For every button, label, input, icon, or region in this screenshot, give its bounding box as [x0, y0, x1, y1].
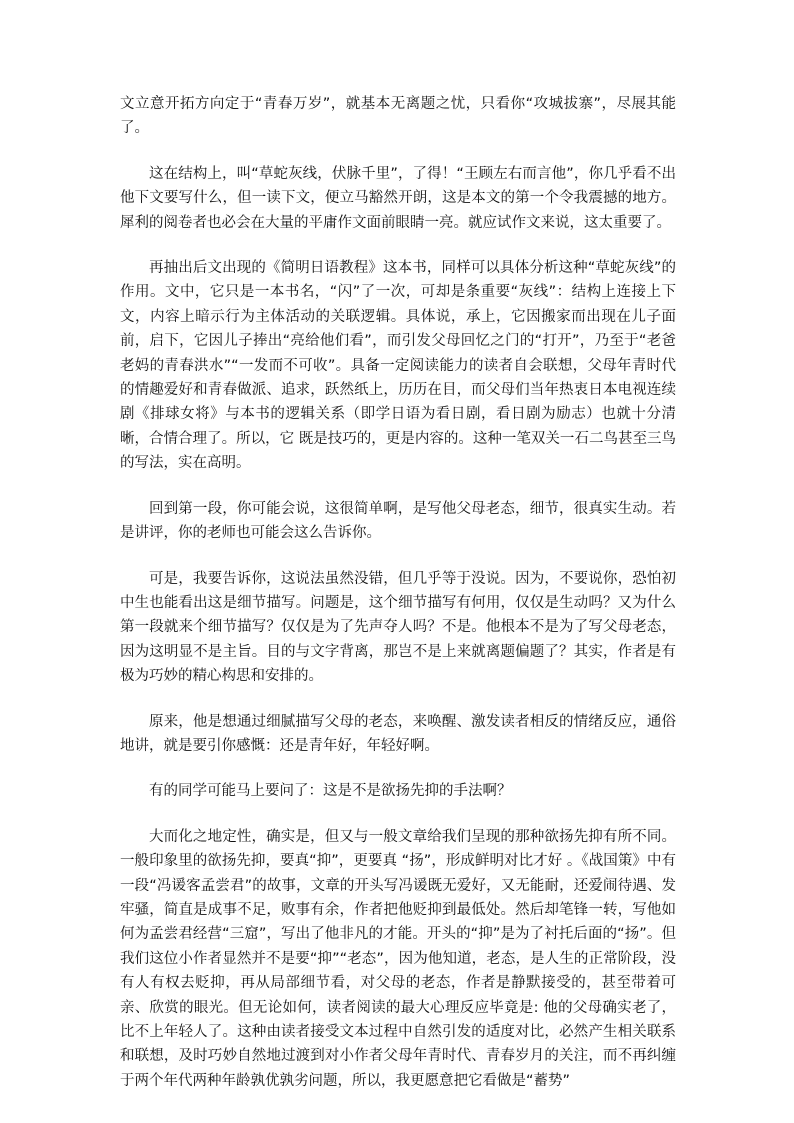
paragraph-3: 再抽出后文出现的《简明日语教程》这本书，同样可以具体分析这种“草蛇灰线”的作用。文中，它只是一本书名，“闪”了一次，可却是条重要“灰线”：结构上连接上下文，内容上暗示行为主体活动的关联逻辑。具体说，承上，它因搬家而出现在儿子面前，启下，它因儿子捧出“亮给他们看”，而引发父母回忆之门的“打开”，乃至于“老爸老妈的青春洪水”“一发而不可收”。具备一定阅读能力的读者自会联想，父母年青时代的情趣爱好和青春做派、追求，跃然纸上，历历在目，而父母们当年热衷日本电视连续剧《排球女将》与本书的逻辑关系（即学日语为看日剧，看日剧为励志）也就十分清晰，合情合理了。所以，它 既是技巧的，更是内容的。这种一笔双关一石二鸟甚至三鸟的写法，实在高明。	[120, 260, 676, 472]
document-page	[120, 92, 676, 1093]
paragraph-4: 回到第一段，你可能会说，这很简单啊，是写他父母老态，细节，很真实生动。若是讲评，你的老师也可能会这么告诉你。	[120, 500, 676, 542]
paragraph-7: 有的同学可能马上要问了：这是不是欲扬先抑的手法啊？	[149, 783, 512, 800]
paragraph-2: 这在结构上，叫“草蛇灰线，伏脉千里”，了得！“王顾左右而言他”，你几乎看不出他下文要写什么，但一读下文，便立马豁然开朗，这是本文的第一个令我震撼的地方。犀利的阅卷者也必会在大量的平庸作文面前眼睛一亮。就应试作文来说，这太重要了。	[120, 165, 676, 231]
paragraph-8: 大而化之地定性，确实是，但又与一般文章给我们呈现的那种欲扬先抑有所不同。一般印象里的欲扬先抑，要真“抑”，更要真 “扬”，形成鲜明对比才好 。《战国策》中有一段“冯谖客孟尝君”的故事，文章的开头写冯谖既无爱好，又无能耐，还爱闹待遇、发牢骚，简直是成事不足，败事有余，作者把他贬抑到最低处。然后却笔锋一转，写他如何为孟尝君经营“三窟”，写出了他非凡的才能。开头的“抑”是为了衬托后面的“扬”。但我们这位小作者显然并不是要“抑”“老态”，因为他知道，老态，是人生的正常阶段，没有人有权去贬抑，再从局部细节看，对父母的老态，作者是静默接受的，甚至带着可亲、欣赏的眼光。但无论如何，读者阅读的最大心理反应毕竟是: 他的父母确实老了，比不上年轻人了。这种由读者接受文本过程中自然引发的适度对比，必然产生相关联系和联想，及时巧妙自然地过渡到对小作者父母年青时代、青春岁月的关注，而不再纠缠于两个年代两种年龄孰优孰劣问题，所以，我更愿意把它看做是“蓄势”	[120, 828, 676, 1089]
paragraph-6: 原来，他是想通过细腻描写父母的老态，来唤醒、激发读者相反的情绪反应，通俗地讲，就是要引你感慨：还是青年好，年轻好啊。	[120, 713, 676, 754]
paragraph-5: 可是，我要告诉你，这说法虽然没错，但几乎等于没说。因为，不要说你，恐怕初中生也能看出这是细节描写。问题是，这个细节描写有何用，仅仅是生动吗？又为什么第一段就来个细节描写？仅仅是为了先声夺人吗？不是。他根本不是为了写父母老态，因为这明显不是主旨。目的与文字背离，那岂不是上来就离题偏题了？其实，作者是有极为巧妙的精心构思和安排的。	[120, 570, 676, 685]
paragraph-1: 文立意开拓方向定于“青春万岁”，就基本无离题之忧，只看你“攻城拔寨”，尽展其能了。	[120, 96, 676, 137]
